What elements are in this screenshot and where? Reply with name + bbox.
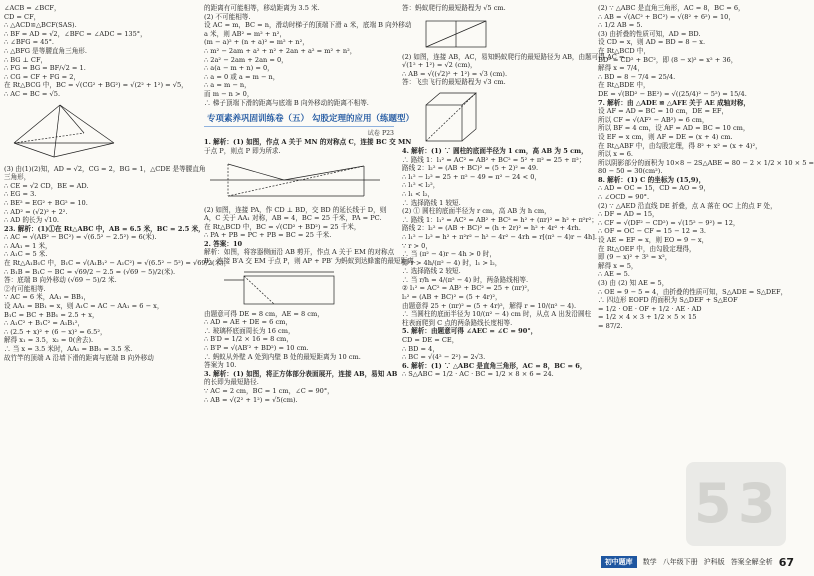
text-line: = 1/2 · OE · OF + 1/2 · AE · AD xyxy=(598,304,702,313)
problem-heading: 2. 答案：10 xyxy=(204,239,243,248)
text-line: ∴ 选择路线 1 较短. xyxy=(402,198,461,207)
text-line: ∴ OF = OC − CF = 15 − 12 = 3. xyxy=(598,227,706,236)
text-line: ∴ 当 r/h = 4/(π² − 4) 时，两条路线相等. xyxy=(402,275,529,284)
text-line: ∴ a = m − n， xyxy=(204,81,251,90)
text-line: ∵ r > 0， xyxy=(402,241,432,250)
text-line: B₁C = BC + BB₁ = 2.5 + x， xyxy=(4,310,99,319)
text-line: (2) ① 圆柱的底面半径为 r cm，高 AB 为 h cm， xyxy=(402,207,551,216)
text-line: (3) 由折叠的性质可知，AD = BD. xyxy=(598,29,701,38)
text-line: a 米，则 AB² = m² + n²， xyxy=(204,29,286,38)
text-line: ∴ AD = OC = 15，CD = AO = 9， xyxy=(598,184,710,193)
text-line: ∵ AC = 6 米，AA₁ = BB₁， xyxy=(4,293,91,302)
text-line: 而 m − n > 0， xyxy=(204,89,254,98)
text-line: ∴ BD = 8 − 7/4 = 25/4. xyxy=(598,72,676,81)
text-line: ∴ CG = CF + FG = 2， xyxy=(4,72,81,81)
text-line: 在 Rt△BCG 中，BC = √(CG² + BG²) = √(2² + 1²) = √5， xyxy=(4,81,188,90)
text-line: 所以阴影部分的面积为 10×8 − 2S△ABE = 80 − 2 × 1/2 × 10 × 5 = xyxy=(598,158,814,167)
text-line: ∴ AB = √(AC² + BC²) = √(8² + 6²) = 10， xyxy=(598,12,735,21)
text-line: ∴ a(a − m + n) = 0， xyxy=(204,64,274,73)
text-line: ∴ ∠BFG = 45°. xyxy=(4,38,55,47)
text-line: l₂² = (AB + BC)² = (5 + 4r)²， xyxy=(402,293,502,302)
text-line: ∴ 路线 1：l₁² = AC² = AB² + BC² = 5² + π² = 25 + π²； xyxy=(402,155,586,164)
text-line: 解得 x = 5， xyxy=(598,261,638,270)
text-line: = 87/2. xyxy=(598,321,623,330)
text-line: 路线 2：l₂² = (AB + BC)² = (h + 2r)² = h² + 4r² + 4rh. xyxy=(402,224,581,233)
text-line: = 1/2 × 4 × 3 + 1/2 × 5 × 15 xyxy=(598,313,697,322)
text-line: 解析：如图，将容器侧面沿 AB 剪开，作点 A 关于 EM 的对称点 xyxy=(204,248,395,257)
text-line: ∴ 当 x = 3.5 米时，AA₁ = BB₁ = 3.5 米. xyxy=(4,345,133,353)
text-line: ∴ 当 (π² − 4)r − 4h > 0 时， xyxy=(402,250,496,259)
text-line: (2) 如图，连接 AB，AC，易知蚂蚁爬行的最短路径为 AB，由题可得 AC = xyxy=(402,52,625,61)
text-line: ∴ DF = AD = 15， xyxy=(598,210,659,219)
footer-grade: 八年级下册 xyxy=(662,558,698,566)
geometry-figure-reflection xyxy=(204,158,384,204)
text-line: ∴ (2.5 + x)² + (6 − x)² = 6.5²， xyxy=(4,327,107,336)
text-line: ∴ l₁ < l₂， xyxy=(402,189,435,198)
text-line: 设 CD = x，则 AD = BD = 8 − x. xyxy=(598,38,706,47)
text-line: 所以 CF = √(AF² − AB²) = 6 cm， xyxy=(598,115,709,124)
text-line: 在 Rt△OEF 中，由勾股定理得， xyxy=(598,244,696,253)
text-line: 设 AA₁ = BB₁ = x，则 A₁C = AC − AA₁ = 6 − x， xyxy=(4,302,164,311)
text-line: BD² = CD² + BC²，即 (8 − x)² = x² + 36， xyxy=(598,55,738,64)
text-line: 在 Rt△BCD 中， xyxy=(598,46,650,55)
text-line: ∵ AC = 2 cm，BC = 1 cm，∠C = 90°， xyxy=(204,387,334,395)
text-line: 80 − 50 = 30(cm²). xyxy=(598,167,663,176)
text-line: 所以 BF = 4 cm，设 AF = AD = BC = 10 cm， xyxy=(598,124,750,133)
text-line: CD = CF， xyxy=(4,12,41,21)
page-number: 67 xyxy=(778,555,794,569)
text-line: 即 (9 − x)² + 3² = x²， xyxy=(598,253,672,262)
problem-heading: 4. 解析：(1) ∵ 圆柱的底面半径为 1 cm，高 AB 为 5 cm， xyxy=(402,146,588,155)
problem-heading: 23. 解析：(1)①在 Rt△ABC 中，AB = 6.5 米，BC = 2.5 米， xyxy=(4,224,205,233)
text-line: 答：蚂蚁爬行的最短路程为 √5 cm. xyxy=(402,4,506,12)
text-line: ∴ AA₁ = 1 米， xyxy=(4,241,52,250)
text-line: ∴ m² − 2am + a² + n² + 2an + a² = m² + n²， xyxy=(204,46,357,55)
text-line: ∴ 玻璃杯底面周长为 16 cm， xyxy=(204,326,295,335)
text-line: ∴ CF = √(DF² − CD²) = √(15² − 9²) = 12， xyxy=(598,218,740,227)
text-line: 答：飞虫飞行的最短路程为 √3 cm. xyxy=(402,78,506,87)
text-line: ∴ AD² = (√2)² + 2². xyxy=(4,207,68,216)
text-line: ∠ACB = ∠BCF， xyxy=(4,4,61,12)
problem-heading: 3. 解析：(1) 如图，将正方体部分表面展开，连接 AB，易知 AB xyxy=(204,369,398,378)
text-line: 解得 x₁ = 3.5，x₂ = 0(舍去). xyxy=(4,336,94,345)
problem-heading: 6. 解析：(1) ∵ △ABC 是直角三角形，AC = 8，BC = 6， xyxy=(402,361,587,370)
text-line: ∴ 蚂蚁从外壁 A 处到内壁 B 处的最短距离为 10 cm. xyxy=(204,352,361,361)
text-line: ∴ l₁² − l₂² = 25 + π² − 49 = π² − 24 < 0， xyxy=(402,172,542,181)
text-line: (2) ∵ △ABC 是直角三角形，AC = 8，BC = 6， xyxy=(598,4,745,12)
text-line: ∴ 选择路线 2 较短. xyxy=(402,267,461,276)
text-line: 设 EF = x cm，则 AF = DE = (x + 4) cm. xyxy=(598,132,733,141)
text-line: ∴ 梯子顶端下滑的距离与底端 B 向外移动的距离不相等. xyxy=(204,98,369,107)
text-line: ∴ AB = √((√2)² + 1²) = √3 (cm). xyxy=(402,69,508,78)
text-line: ∴ OE = 9 − 5 = 4，由折叠的性质可知，S△ADE = S△DEF， xyxy=(598,287,788,296)
text-line: ∴ AC = BC = √5. xyxy=(4,89,61,98)
text-line: (m − a)² + (n + a)² = m² + n²， xyxy=(204,38,309,47)
text-line: (2) 如图，连接 PA，作 CD ⊥ BD，交 BD 的延长线于 D，则 xyxy=(204,205,387,214)
text-line: (3) 由 (2) 知 AE = 5， xyxy=(598,279,669,287)
text-line: 在 Rt△A₁B₁C 中，B₁C = √(A₁B₁² − A₁C²) = √(6.5² − 5²) = √69/2(米)， xyxy=(4,259,231,268)
text-line: ∴ EG = 3. xyxy=(4,190,37,199)
geometry-figure-cylinder-unfold xyxy=(204,268,354,308)
text-line: ∴ l₁² − l₂² = h² + π²r² − h² − 4r² − 4rh = r[(π² − 4)r − 4h]. xyxy=(402,232,597,241)
footer-subject: 数学 xyxy=(642,558,657,566)
text-line: ∴ 四边形 EOFD 的面积为 S△DEF + S△EOF xyxy=(598,296,738,305)
problem-heading: 8. 解析：(1) C 的坐标为 (15,9)， xyxy=(598,175,706,184)
text-line: ∴ BD = 4， xyxy=(402,344,439,353)
text-line: B′，连接 B′A 交 EM 于点 P，则 AP + PB′ 为蚂蚁到达蜂蜜的最短距离. xyxy=(204,257,416,266)
text-line: ∴ AD 的长为 √10. xyxy=(4,216,60,225)
text-line: 故竹竿的顶端 A 沿墙下滑的距离与底端 B 向外移动 xyxy=(4,353,154,362)
text-line: √(1² + 1²) = √2 (cm)， xyxy=(402,61,477,70)
text-line: ∴ 1/2 AB = 5. xyxy=(598,21,643,30)
footer-edition: 沪科版 xyxy=(703,558,725,566)
section-page-ref: 试卷 P23 xyxy=(367,129,394,137)
text-line: 答案为 10. xyxy=(204,361,237,370)
footer-answer-label: 答案全解全析 xyxy=(730,558,773,566)
text-line: ∴ BC = √(4² − 2²) = 2√3. xyxy=(402,353,486,362)
text-line: 在 Rt△ABF 中，由勾股定理，得 8² + x² = (x + 4)²， xyxy=(598,141,762,150)
text-line: ∴ PA + PB = PC + PB = BC = 25 千米. xyxy=(204,231,332,240)
text-line: 即 r > 4h/(π² − 4) 时，l₁ > l₂， xyxy=(402,258,502,267)
text-line: ∴ BG ⊥ CF， xyxy=(4,55,48,64)
text-line: ② l₁² = AC² = AB² + BC² = 25 + (πr)²， xyxy=(402,284,534,293)
text-line: DE = √(BD² − BE²) = √((25/4)² − 5²) = 15/4. xyxy=(598,89,747,98)
text-line: 设 AC = m，BC = n，滑动时梯子的顶端下滑 a 米，底端 B 向外移动 xyxy=(204,21,412,30)
text-line: 于点 P，则点 P 即为所求. xyxy=(204,146,281,155)
section-title: 专项素养巩固训练卷（五） 勾股定理的应用（练题型） xyxy=(204,113,394,127)
text-line: 答：底端 B 向外移动 (√69 − 5)/2 米. xyxy=(4,276,117,285)
text-line: 设 AF = AD = BC = 10 cm，DE = EF， xyxy=(598,107,729,116)
text-line: ∴ B′D = 1/2 × 16 = 8 cm， xyxy=(204,335,293,344)
text-line: ∴ FG = BG = BF/√2 = 1. xyxy=(4,64,86,73)
text-line: ∴ 路线 1：l₁² = AC² = AB² + BC² = h² + (πr)² = h² + π²r²； xyxy=(402,215,598,224)
text-line: 路线 2：l₂² = (AB + BC)² = (5 + 2)² = 49. xyxy=(402,164,539,173)
text-line: ∴ BF = AD = √2，∠BFC = ∠ADC = 135°， xyxy=(4,29,147,38)
text-line: ∴ AC = √(AB² − BC²) = √(6.5² − 2.5²) = 6(米). xyxy=(4,233,157,242)
text-line: ∴ △BFG 是等腰直角三角形. xyxy=(4,46,87,55)
text-line: ②有可能相等. xyxy=(4,284,46,293)
text-line: ∴ AE = 5. xyxy=(598,270,630,279)
text-line: ∴ A₁C² + B₁C² = A₁B₁²， xyxy=(4,319,85,328)
text-line: 在 Rt△BDE 中， xyxy=(598,81,650,90)
text-line: 柱表面爬到 C 点的两条路线长度相等. xyxy=(402,318,513,327)
text-line: ∴ CE = √2 CD，BE = AD. xyxy=(4,181,89,190)
problem-heading: 1. 解析：(1) 如图，作点 A 关于 MN 的对称点 C，连接 BC 交 MN xyxy=(204,138,412,147)
text-line: CD = DE = CE， xyxy=(402,336,459,345)
text-line: ∴ A₁C = 5 米. xyxy=(4,250,48,259)
text-line: (2) 不可能相等. xyxy=(204,12,251,21)
geometry-figure-triangle xyxy=(4,101,124,163)
text-line: ∴ l₁² < l₂²， xyxy=(402,181,440,190)
text-line: ∴ △ACD≌△BCF(SAS). xyxy=(4,21,77,30)
text-line: 由题意可得 DE = 8 cm，AE = 8 cm， xyxy=(204,309,324,318)
text-line: ∴ ∠OCD = 90°. xyxy=(598,193,650,202)
text-line: 所以 x = 6. xyxy=(598,150,634,159)
text-line: 解得 x = 7/4， xyxy=(598,64,644,73)
text-line: 在 Rt△BCD 中，BC = √(CD² + BD²) = 25 千米， xyxy=(204,222,361,231)
footer-brand: 初中题库 xyxy=(601,556,637,568)
text-line: ∴ a = 0 或 a = m − n， xyxy=(204,72,280,81)
page-footer xyxy=(380,554,794,570)
text-line: 的长即为最短路径. xyxy=(204,378,259,387)
text-line: 的距离有可能相等，移动距离为 3.5 米. xyxy=(204,4,320,12)
text-line: A，C 关于 AA₁ 对称，AB = 4，BC = 25 千米，PA = PC. xyxy=(204,214,382,223)
text-line: (2) ∵ △AED 沿直线 DE 折叠，点 A 落在 OC 上的点 F 处， xyxy=(598,201,777,210)
text-line: ∴ B′P = √(AB′² + BD²) = 10 cm. xyxy=(204,344,309,353)
text-line: 三角形， xyxy=(4,173,31,182)
text-line: 设 AE = EF = x，则 EO = 9 − x， xyxy=(598,236,709,245)
geometry-figure-rectangle xyxy=(402,15,492,51)
problem-heading: 7. 解析：由 △ADE ≌ △AFE 关于 AE 成轴对称， xyxy=(598,98,750,107)
text-line: 由题意得 25 + (πr)² = (5 + 4r)²，解得 r = 10/(π² − 4). xyxy=(402,301,577,310)
problem-heading: 5. 解析：由题意可得 ∠AEC = ∠C = 90°， xyxy=(402,327,538,336)
text-line: ∴ 当圆柱的底面半径为 10/(π² − 4) cm 时，从点 A 出发沿圆柱 xyxy=(402,310,592,319)
text-line: ∴ B₁B = B₁C − BC = √69/2 − 2.5 = (√69 − 5)/2(米). xyxy=(4,267,176,276)
text-line: (3) 由(1)(2)知，AD = √2，CG = 2，BG = 1，△CDE 是等腰直角 xyxy=(4,164,206,173)
text-line: ∴ BE² = EG² + BG² = 10. xyxy=(4,198,88,207)
text-line: ∴ S△ABC = 1/2 · AC · BC = 1/2 × 8 × 6 = 24. xyxy=(402,370,554,379)
geometry-figure-cube xyxy=(402,89,492,145)
column-2 xyxy=(204,4,416,552)
watermark-logo: 5 3 xyxy=(686,462,786,546)
text-line: ∴ AD = AE + DE = 6 cm， xyxy=(204,318,292,327)
text-line: ∴ AB = √(2² + 1²) = √5(cm). xyxy=(204,395,298,404)
text-line: ∴ 2a² − 2am + 2an = 0， xyxy=(204,55,288,64)
